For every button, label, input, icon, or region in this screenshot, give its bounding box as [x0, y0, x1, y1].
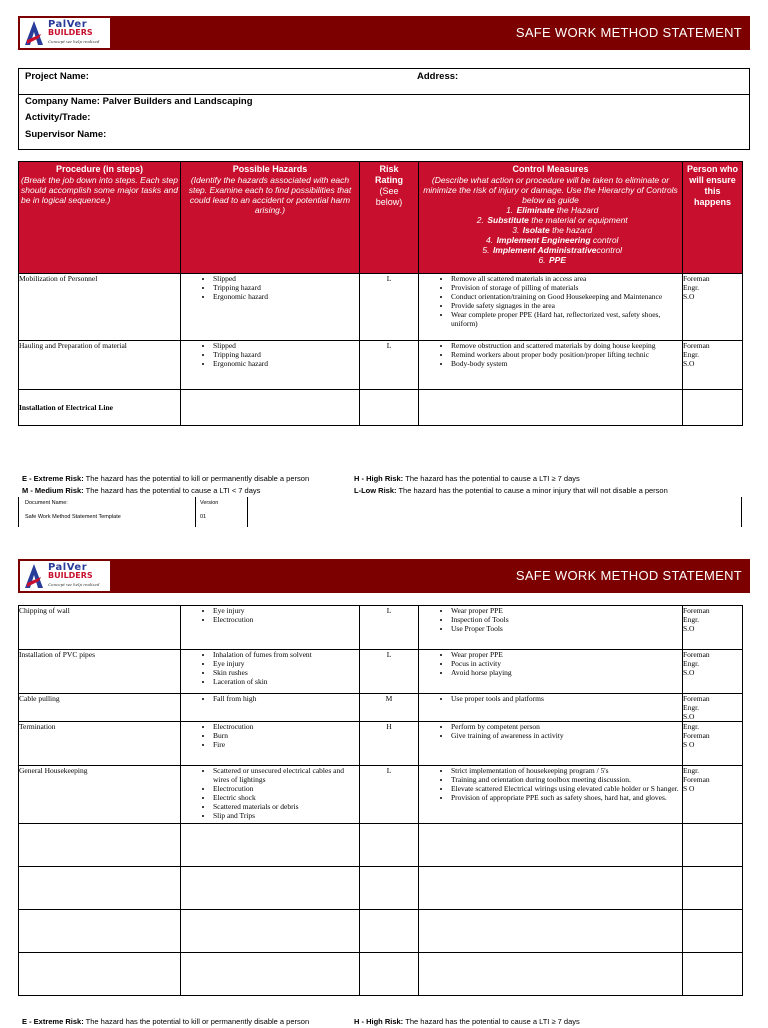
supervisor-label: Supervisor Name:	[25, 129, 107, 140]
version-label: Version	[200, 500, 219, 506]
hazards-header-title: Possible Hazards	[232, 164, 308, 174]
person-item: Foreman	[683, 731, 710, 740]
swms-table-page2	[18, 605, 743, 996]
person-item: S O	[683, 784, 695, 793]
controls-list	[419, 694, 682, 703]
persons-cell	[683, 722, 743, 766]
risk-cell	[360, 274, 419, 341]
hazard-item: • Ergonomic hazard	[213, 359, 359, 368]
version-value: 01	[200, 514, 207, 520]
empty-cell	[360, 953, 419, 996]
control-item: • Conduct orientation/training on Good Housekeeping and Maintenance	[451, 292, 682, 301]
person-item: Engr.	[683, 350, 700, 359]
person-item: S.O	[683, 712, 695, 721]
hazard-item: • Ergonomic hazard	[213, 292, 359, 301]
hierarchy-item	[421, 215, 680, 225]
hazards-list	[181, 341, 359, 368]
version-cell	[195, 497, 248, 527]
hazard-item: • Slip and Trips	[213, 811, 359, 820]
document-info-box	[18, 497, 742, 527]
swms-table-page1	[18, 161, 743, 426]
hazard-item: • Electrocution	[213, 722, 359, 731]
logo-name: PalVer	[48, 562, 88, 573]
control-header-desc: (Describe what action or procedure will be taken to eliminate or minimize the risk of injury or damage. Use the Hierarchy of Controls below as guide	[423, 175, 678, 205]
risk-value: H	[386, 722, 392, 731]
empty-cell	[419, 867, 683, 910]
table-row	[19, 766, 743, 824]
table-row	[19, 390, 743, 426]
empty-cell	[683, 867, 743, 910]
control-item: • Body-body system	[451, 359, 682, 368]
controls-cell	[419, 694, 683, 722]
procedure-text: Installation of PVC pipes	[19, 650, 96, 659]
control-item: • Wear complete proper PPE (Hard hat, reflectorized vest, safety shoes, uniform)	[451, 310, 682, 328]
hierarchy-item-text: control	[596, 245, 623, 255]
controls-cell	[419, 274, 683, 341]
legend-extreme-text: The hazard has the potential to kill or permanently disable a person	[83, 474, 310, 483]
empty-cell	[181, 910, 360, 953]
empty-cell	[360, 867, 419, 910]
hazards-cell	[181, 606, 360, 650]
risk-value: L	[386, 766, 392, 775]
hierarchy-item-text: the material or equipment	[528, 215, 628, 225]
control-item: • Provide safety signages in the area	[451, 301, 682, 310]
person-item: Engr.	[683, 615, 700, 624]
project-name-label: Project Name:	[25, 71, 89, 82]
person-item: S.O	[683, 668, 695, 677]
hierarchy-item-key: PPE	[548, 255, 566, 265]
risk-cell	[360, 694, 419, 722]
legend-low-text: The hazard has the potential to cause a minor injury that will not disable a person	[396, 486, 668, 495]
hazards-cell	[181, 766, 360, 824]
person-item: Foreman	[683, 650, 710, 659]
controls-cell	[419, 722, 683, 766]
person-item: Foreman	[683, 694, 710, 703]
logo-name-builders: BUILDERS	[48, 571, 93, 580]
table-row	[19, 694, 743, 722]
hazard-item: • Electric shock	[213, 793, 359, 802]
controls-cell	[419, 341, 683, 390]
control-item: • Give training of awareness in activity	[451, 731, 682, 740]
hazards-cell	[181, 341, 360, 390]
table-row	[19, 722, 743, 766]
hazards-cell	[181, 274, 360, 341]
controls-list	[419, 722, 682, 740]
legend-high-text: The hazard has the potential to cause a LTI ≥ 7 days	[405, 1017, 580, 1026]
risk-cell	[360, 722, 419, 766]
control-item: • Provision of appropriate PPE such as safety shoes, hard hat, and gloves.	[451, 793, 682, 802]
risk-header-title: Risk Rating	[375, 164, 403, 185]
hierarchy-item	[421, 235, 680, 245]
person-header-title: Person who will ensure this happens	[686, 164, 738, 207]
project-info-box	[18, 68, 750, 150]
legend-extreme-key: E - Extreme Risk:	[22, 1017, 84, 1026]
doc-name-label: Document Name:	[25, 500, 68, 506]
controls-list	[419, 766, 682, 802]
doc-name-value: Safe Work Method Statement Template	[25, 514, 121, 520]
hazards-list	[181, 650, 359, 686]
hazard-item: • Slipped	[213, 341, 359, 350]
table-header-row	[19, 162, 743, 274]
risk-value: L	[386, 650, 392, 659]
logo-name: PalVer	[48, 19, 88, 30]
empty-cell	[360, 910, 419, 953]
controls-cell	[419, 606, 683, 650]
empty-cell	[19, 953, 181, 996]
person-item: Foreman	[683, 341, 710, 350]
hazard-item: • Scattered materials or debris	[213, 802, 359, 811]
control-item: • Remove obstruction and scattered materials by doing house keeping	[451, 341, 682, 350]
control-item: • Perform by competent person	[451, 722, 682, 731]
hazard-item: • Skin rushes	[213, 668, 359, 677]
procedure-cell	[19, 341, 181, 390]
persons-cell	[683, 766, 743, 824]
person-item: S.O	[683, 624, 695, 633]
logo-tagline: Concept we help realized	[48, 582, 100, 587]
hierarchy-item	[421, 245, 680, 255]
control-item: • Remove all scattered materials in access area	[451, 274, 682, 283]
legend-medium-key: M - Medium Risk:	[22, 486, 84, 495]
risk-cell	[360, 341, 419, 390]
person-item: S.O	[683, 292, 695, 301]
hazard-item: • Eye injury	[213, 659, 359, 668]
person-item: Foreman	[683, 606, 710, 615]
table-row	[19, 606, 743, 650]
empty-cell	[19, 910, 181, 953]
empty-table-row	[19, 953, 743, 996]
persons-cell	[683, 390, 743, 426]
risk-header-desc: (See below)	[375, 186, 403, 207]
control-item: • Avoid horse playing	[451, 668, 682, 677]
hierarchy-item-number: 5.	[482, 245, 490, 255]
risk-cell	[360, 606, 419, 650]
hierarchy-item-key: Eliminate	[516, 205, 555, 215]
hazards-cell	[181, 722, 360, 766]
hazard-item: • Eye injury	[213, 606, 359, 615]
table-row	[19, 341, 743, 390]
hierarchy-item-number: 6.	[538, 255, 546, 265]
empty-table-row	[19, 867, 743, 910]
person-item: Engr.	[683, 722, 700, 731]
controls-list	[419, 274, 682, 328]
legend-extreme-key: E - Extreme Risk:	[22, 474, 84, 483]
hazard-item: • Fire	[213, 740, 359, 749]
hazard-item: • Burn	[213, 731, 359, 740]
procedure-cell	[19, 274, 181, 341]
risk-cell	[360, 390, 419, 426]
legend-high-key: H - High Risk:	[354, 1017, 406, 1026]
page1-header-bar	[18, 16, 750, 50]
company-logo	[20, 18, 110, 48]
empty-cell	[360, 824, 419, 867]
hazards-list	[181, 274, 359, 301]
doc-name-cell	[19, 497, 196, 527]
logo-name-builders: BUILDERS	[48, 28, 93, 37]
legend-extreme-text: The hazard has the potential to kill or permanently disable a person	[83, 1017, 310, 1026]
empty-cell	[419, 824, 683, 867]
risk-value: L	[386, 274, 392, 283]
empty-cell	[419, 910, 683, 953]
procedure-cell	[19, 694, 181, 722]
empty-cell	[419, 953, 683, 996]
procedure-text: Chipping of wall	[19, 606, 70, 615]
controls-cell	[419, 650, 683, 694]
hierarchy-item-number: 4.	[486, 235, 494, 245]
procedure-text: Installation of Electrical Line	[19, 403, 113, 412]
legend-high-text: The hazard has the potential to cause a LTI ≥ 7 days	[405, 474, 580, 483]
address-label: Address:	[417, 71, 459, 82]
hazards-list	[181, 766, 359, 820]
procedure-cell	[19, 390, 181, 426]
hierarchy-item-key: Implement Engineering	[496, 235, 591, 245]
company-logo-page2	[20, 561, 110, 591]
person-item: Foreman	[683, 274, 710, 283]
procedure-text: Mobilization of Personnel	[19, 274, 98, 283]
hazards-list	[181, 722, 359, 749]
company-name-label: Company Name: Palver Builders and Landscaping	[25, 96, 253, 107]
risk-header	[360, 162, 419, 274]
procedure-header-title: Procedure (in steps)	[55, 164, 144, 174]
hazard-item: • Electrocution	[213, 784, 359, 793]
hazard-item: • Tripping hazard	[213, 283, 359, 292]
hierarchy-item-number: 1.	[506, 205, 514, 215]
hierarchy-item	[421, 225, 680, 235]
control-item: • Use Proper Tools	[451, 624, 682, 633]
hierarchy-item	[421, 255, 680, 265]
project-info-row	[19, 69, 749, 95]
legend-medium-text: The hazard has the potential to cause a LTI < 7 days	[83, 486, 261, 495]
hazard-item: • Laceration of skin	[213, 677, 359, 686]
hazards-cell	[181, 694, 360, 722]
activity-label: Activity/Trade:	[25, 112, 91, 123]
persons-cell	[683, 274, 743, 341]
hazard-item: • Scattered or unsecured electrical cables and wires of lightings	[213, 766, 359, 784]
hazard-item: • Electrocution	[213, 615, 359, 624]
controls-list	[419, 650, 682, 677]
hazards-cell	[181, 390, 360, 426]
person-item: S.O	[683, 359, 695, 368]
persons-cell	[683, 650, 743, 694]
hierarchy-item-key: Substitute	[487, 215, 529, 225]
risk-value: L	[386, 341, 392, 350]
hazards-cell	[181, 650, 360, 694]
procedure-header	[19, 162, 181, 274]
hazards-list	[181, 694, 359, 703]
control-item: • Inspection of Tools	[451, 615, 682, 624]
hierarchy-item-text: the Hazard	[554, 205, 599, 215]
person-item: Engr.	[683, 703, 700, 712]
control-item: • Wear proper PPE	[451, 606, 682, 615]
persons-cell	[683, 694, 743, 722]
control-item: • Elevate scattered Electrical wirings using elevated cable holder or S hanger.	[451, 784, 682, 793]
empty-cell	[19, 824, 181, 867]
empty-cell	[181, 867, 360, 910]
legend-high-key: H - High Risk:	[354, 474, 406, 483]
person-item: Engr.	[683, 659, 700, 668]
persons-cell	[683, 341, 743, 390]
control-header	[419, 162, 683, 274]
empty-cell	[683, 953, 743, 996]
logo-tagline: Concept we help realized	[48, 39, 100, 44]
procedure-header-desc: (Break the job down into steps. Each step should accomplish some major tasks and be in logical sequence.)	[21, 175, 178, 205]
control-item: • Pocus in activity	[451, 659, 682, 668]
controls-list	[419, 341, 682, 368]
procedure-text: Cable pulling	[19, 694, 60, 703]
hazard-item: • Tripping hazard	[213, 350, 359, 359]
procedure-text: Hauling and Preparation of material	[19, 341, 127, 350]
hierarchy-of-controls	[421, 205, 680, 265]
hazards-header	[181, 162, 360, 274]
risk-value: M	[385, 694, 393, 703]
procedure-cell	[19, 606, 181, 650]
hierarchy-item-number: 2.	[476, 215, 484, 225]
hazards-header-desc: (Identify the hazards associated with each step. Examine each to find possibilities that could lead to an accident or potential harm arising.)	[188, 175, 352, 215]
hazard-item: • Fall from high	[213, 694, 359, 703]
persons-cell	[683, 606, 743, 650]
hierarchy-item	[421, 205, 680, 215]
table-row	[19, 274, 743, 341]
hierarchy-item-text: control	[590, 235, 619, 245]
hierarchy-item-key: Isolate	[522, 225, 550, 235]
empty-cell	[19, 867, 181, 910]
control-item: • Training and orientation during toolbox meeting discussion.	[451, 775, 682, 784]
document-title-page2: SAFE WORK METHOD STATEMENT	[515, 568, 742, 583]
controls-cell	[419, 766, 683, 824]
hierarchy-item-key: Implement Administrative	[492, 245, 597, 255]
risk-cell	[360, 650, 419, 694]
logo-a-icon	[24, 563, 44, 589]
hazard-item: • Slipped	[213, 274, 359, 283]
control-item: • Strict implementation of housekeeping program / 5's	[451, 766, 682, 775]
control-header-title: Control Measures	[512, 164, 589, 174]
control-item: • Wear proper PPE	[451, 650, 682, 659]
control-item: • Use proper tools and platforms	[451, 694, 682, 703]
controls-list	[419, 606, 682, 633]
document-title: SAFE WORK METHOD STATEMENT	[515, 25, 742, 40]
logo-a-icon	[24, 20, 44, 46]
hazards-list	[181, 606, 359, 624]
empty-cell	[181, 824, 360, 867]
empty-cell	[181, 953, 360, 996]
risk-value: L	[386, 606, 392, 615]
procedure-text: General Housekeeping	[19, 766, 88, 775]
procedure-cell	[19, 722, 181, 766]
empty-table-row	[19, 824, 743, 867]
risk-cell	[360, 766, 419, 824]
procedure-cell	[19, 650, 181, 694]
procedure-cell	[19, 766, 181, 824]
hazard-item: • Inhalation of fumes from solvent	[213, 650, 359, 659]
empty-cell	[683, 910, 743, 953]
page2-header-bar	[18, 559, 750, 593]
person-item: Engr.	[683, 766, 700, 775]
person-item: S O	[683, 740, 695, 749]
table-row	[19, 650, 743, 694]
control-item: • Remind workers about proper body position/proper lifting technic	[451, 350, 682, 359]
legend-low-key: L-Low Risk:	[354, 486, 397, 495]
procedure-text: Termination	[19, 722, 56, 731]
person-item: Foreman	[683, 775, 710, 784]
hierarchy-item-number: 3.	[512, 225, 520, 235]
control-item: • Provision of storage of pilling of materials	[451, 283, 682, 292]
empty-cell	[683, 824, 743, 867]
controls-cell	[419, 390, 683, 426]
empty-table-row	[19, 910, 743, 953]
hierarchy-item-text: the hazard	[549, 225, 593, 235]
person-header	[683, 162, 743, 274]
person-item: Engr.	[683, 283, 700, 292]
